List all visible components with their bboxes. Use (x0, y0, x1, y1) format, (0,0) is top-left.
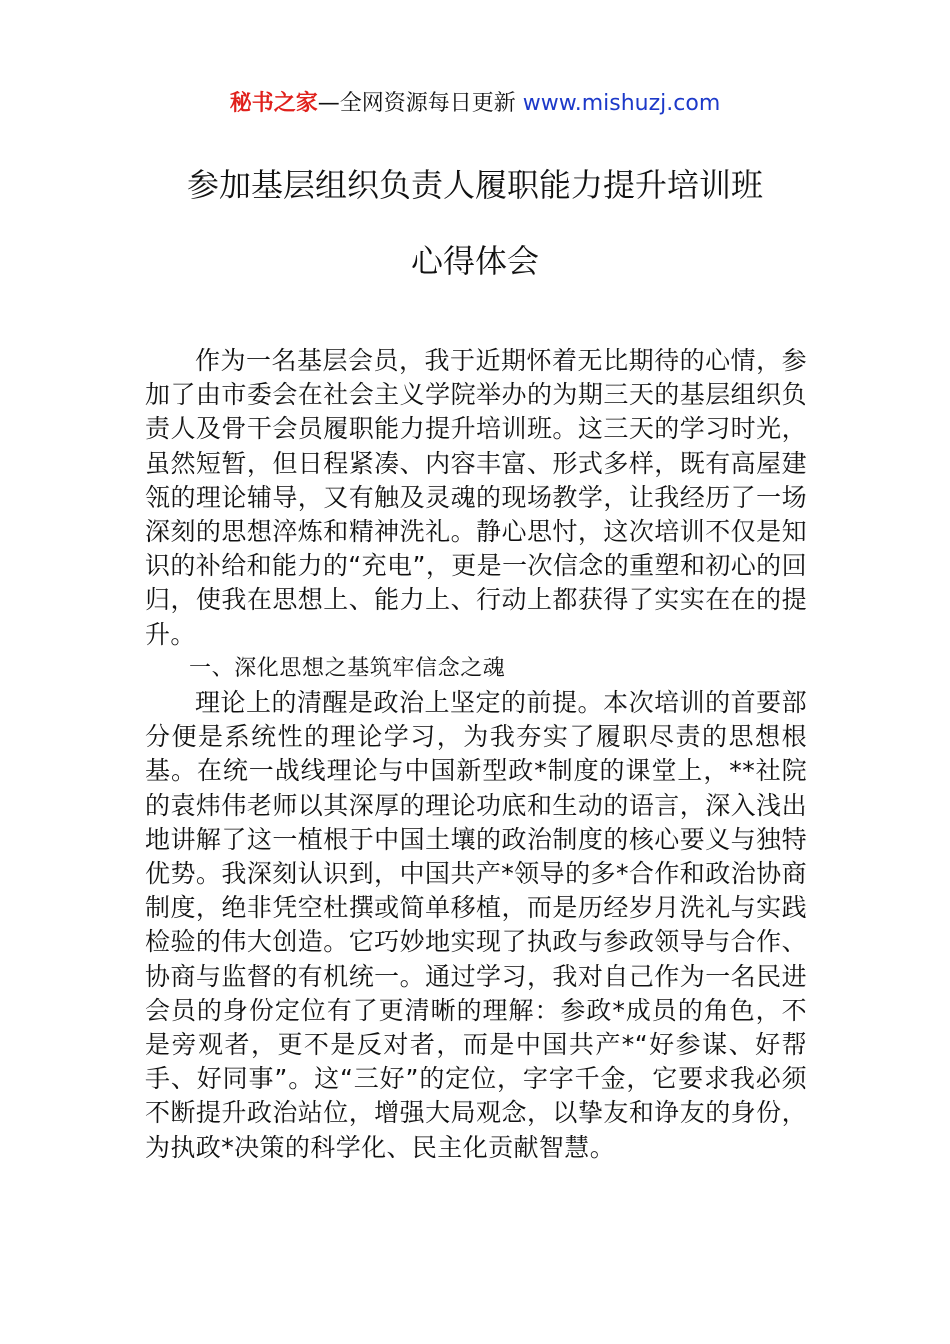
document-title (100, 160, 850, 286)
section-heading-1: 一、深化思想之基筑牢信念之魂 (189, 655, 506, 681)
site-header (0, 86, 950, 122)
site-slogan: —全网资源每日更新 (317, 91, 523, 116)
title-line-2: 心得体会 (410, 242, 539, 280)
site-url-link[interactable]: www.mishuzj.com (522, 91, 721, 116)
title-line-1: 参加基层组织负责人履职能力提升培训班 (186, 166, 763, 204)
paragraph-section-1: 理论上的清醒是政治上坚定的前提。本次培训的首要部分便是系统性的理论学习，为我夯实了履职尽责的思想根基。在统一战线理论与中国新型政*制度的课堂上，**社院的袁炜伟老师以其深厚的理论功底和生动的语言，深入浅出地讲解了这一植根于中国土壤的政治制度的核心要义与独特优势。我深刻认识到，中国共产*领导的多*合作和政治协商制度，绝非凭空杜撰或简单移植，而是历经岁月洗礼与实践检验的伟大创造。它巧妙地实现了执政与参政领导与合作、协商与监督的有机统一。通过学习，我对自己作为一名民进会员的身份定位有了更清晰的理解：参政*成员的角色，不是旁观者，更不是反对者，而是中国共产*“好参谋、好帮手、好同事”。这“三好”的定位，字字千金，它要求我必须不断提升政治站位，增强大局观念，以挚友和诤友的身份，为执政*决策的科学化、民主化贡献智慧。 (145, 688, 807, 1162)
document-body (145, 344, 807, 1165)
site-brand: 秘书之家 (229, 91, 318, 116)
paragraph-intro: 作为一名基层会员，我于近期怀着无比期待的心情，参加了由市委会在社会主义学院举办的为期三天的基层组织负责人及骨干会员履职能力提升培训班。这三天的学习时光，虽然短暂，但日程紧凑、内容丰富、形式多样，既有高屋建瓴的理论辅导，又有触及灵魂的现场教学，让我经历了一场深刻的思想淬炼和精神洗礼。静心思忖，这次培训不仅是知识的补给和能力的“充电”，更是一次信念的重塑和初心的回归，使我在思想上、能力上、行动上都获得了实实在在的提升。 (145, 346, 807, 649)
